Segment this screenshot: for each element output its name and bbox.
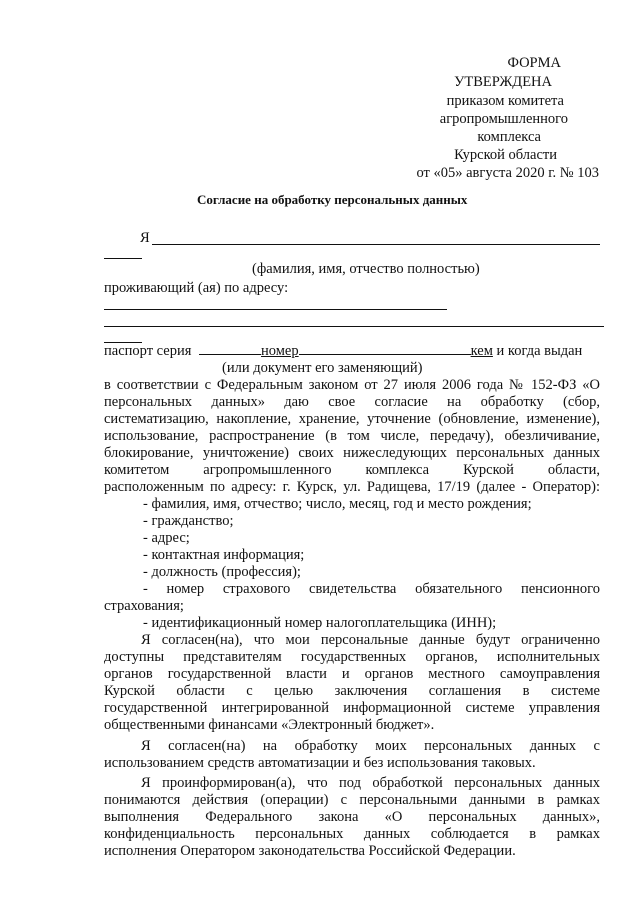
header-order-line5: от «05» августа 2020 г. № 103 (416, 165, 599, 181)
header-order-line3: комплекса (477, 129, 541, 145)
fio-input-line-cont[interactable] (104, 258, 142, 259)
list-item-inn: - идентификационный номер налогоплательщика (ИНН); (143, 615, 497, 631)
passport-number-field[interactable] (299, 342, 471, 355)
list-item-pension-line1: - номер страхового свидетельства обязательного пенсионного (143, 581, 600, 597)
fio-prefix: Я (140, 230, 150, 246)
p4-line2: понимаются действия (операции) с персональными данными в рамках (104, 792, 600, 808)
passport-number-label: номер (261, 343, 299, 359)
document-title: Согласие на обработку персональных данных (197, 192, 468, 207)
fio-input-line[interactable] (152, 244, 600, 245)
p3-line2: использованием средств автоматизации и без использования таковых. (104, 755, 536, 771)
address-input-line1[interactable] (104, 309, 447, 310)
list-item: - адрес; (143, 530, 190, 546)
p1-line5: блокирование, уничтожение) своих нижеследующих персональных данных (104, 445, 600, 461)
p2-line5: государственной интегрированной информационной системе управления (104, 700, 600, 716)
p1-line6: комитетом агропромышленного комплекса Курской области, (104, 462, 600, 478)
p2-line4: Курской области с целью заключения соглашения в системе (104, 683, 600, 699)
p1-line2: персональных данных» даю свое согласие на обработку (сбор, (104, 394, 600, 410)
list-item: - должность (профессия); (143, 564, 301, 580)
p2-line3: органов государственной власти и органов местного самоуправления (104, 666, 600, 682)
address-input-line2[interactable] (104, 326, 604, 327)
p2-line1: Я согласен(на), что мои персональные данные будут ограниченно (141, 632, 600, 648)
list-item: - гражданство; (143, 513, 234, 529)
passport-line (104, 342, 582, 360)
header-form: ФОРМА (507, 55, 561, 71)
issued-by-label: кем (470, 343, 493, 359)
list-item: - фамилия, имя, отчество; число, месяц, год и место рождения; (143, 496, 532, 512)
document-hint: (или документ его заменяющий) (222, 360, 423, 376)
p4-line4: конфиденциальность персональных данных соблюдается в рамках (104, 826, 600, 842)
list-item-pension-line2: страхования; (104, 598, 184, 614)
header-order-line4: Курской области (454, 147, 557, 163)
p4-line3: выполнения Федерального закона «О персональных данных», (104, 809, 600, 825)
issued-when-label: и когда выдан (496, 343, 583, 359)
p1-line7: расположенным по адресу: г. Курск, ул. Радищева, 17/19 (далее - Оператор): (104, 479, 600, 495)
passport-series-label: паспорт серия (104, 343, 192, 359)
p1-line1: в соответствии с Федеральным законом от 27 июля 2006 года № 152-ФЗ «О (104, 377, 600, 393)
p1-line4: использование, распространение (в том числе, передачу), обезличивание, (104, 428, 600, 444)
passport-series-field[interactable] (199, 342, 261, 355)
list-item: - контактная информация; (143, 547, 305, 563)
header-approved: УТВЕРЖДЕНА (454, 74, 552, 90)
p3-line1: Я согласен(на) на обработку моих персональных данных с (141, 738, 600, 754)
p2-line2: доступны представителям государственных органов, исполнительных (104, 649, 600, 665)
header-order-line1: приказом комитета (446, 93, 564, 109)
p1-line3: систематизацию, накопление, хранение, уточнение (обновление, изменение), (104, 411, 600, 427)
header-order-line2: агропромышленного (439, 111, 568, 127)
fio-hint: (фамилия, имя, отчество полностью) (252, 261, 480, 277)
p4-line5: исполнения Оператором законодательства Российской Федерации. (104, 843, 516, 859)
p4-line1: Я проинформирован(а), что под обработкой персональных данных (141, 775, 600, 791)
address-label: проживающий (ая) по адресу: (104, 280, 289, 296)
p2-line6: общественными финансами «Электронный бюджет». (104, 717, 435, 733)
